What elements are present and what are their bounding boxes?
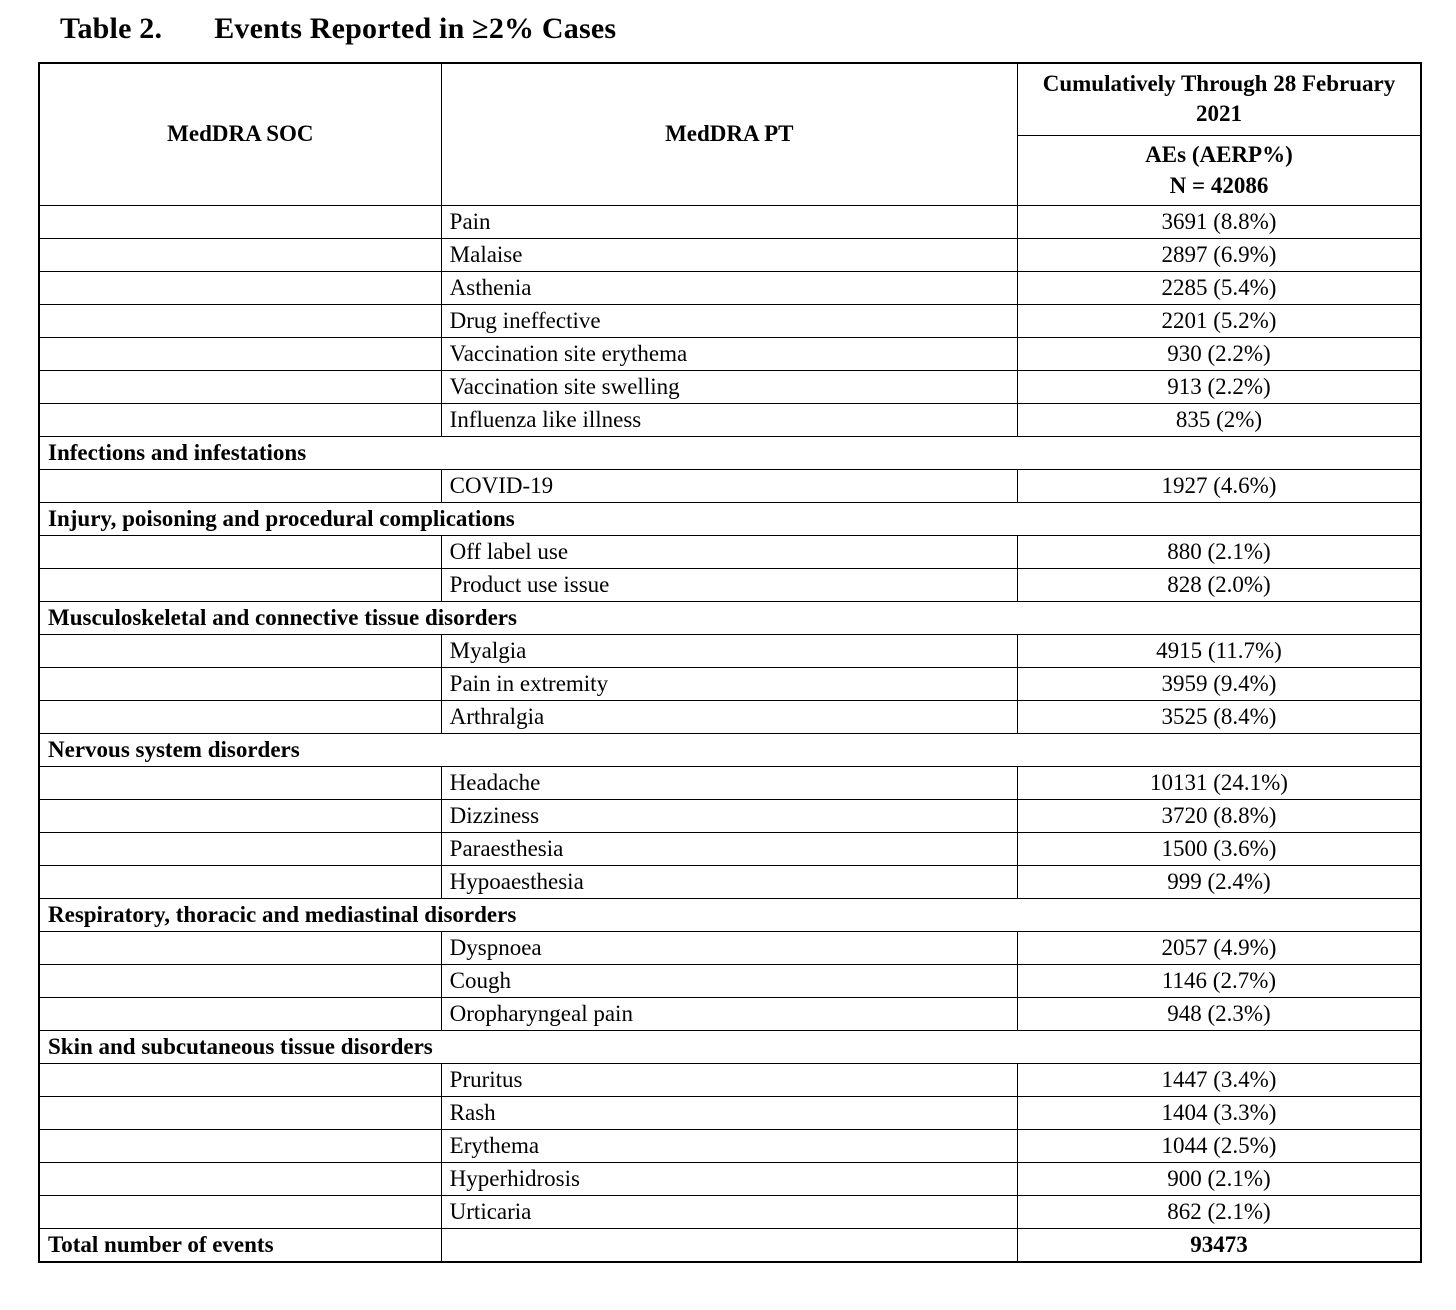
pt-row — [39, 667, 1421, 700]
table-body — [39, 205, 1421, 1228]
soc-empty-cell — [39, 238, 441, 271]
soc-empty-cell — [39, 931, 441, 964]
pt-row — [39, 832, 1421, 865]
soc-empty-cell — [39, 1096, 441, 1129]
pt-row — [39, 403, 1421, 436]
soc-empty-cell — [39, 766, 441, 799]
table-title-number: Table 2. — [60, 12, 163, 45]
pt-label: Pruritus — [441, 1063, 1017, 1096]
table-title — [60, 12, 1422, 46]
total-label: Total number of events — [39, 1228, 441, 1262]
pt-row — [39, 1063, 1421, 1096]
soc-empty-cell — [39, 865, 441, 898]
ae-value: 1927 (4.6%) — [1017, 469, 1421, 502]
soc-empty-cell — [39, 667, 441, 700]
soc-label: Skin and subcutaneous tissue disorders — [39, 1030, 1421, 1063]
pt-label: Rash — [441, 1096, 1017, 1129]
pt-row — [39, 304, 1421, 337]
pt-label: Pain — [441, 205, 1017, 238]
header-period: Cumulatively Through 28 February 2021 — [1017, 63, 1421, 135]
header-row-period — [39, 63, 1421, 135]
pt-label: Paraesthesia — [441, 832, 1017, 865]
soc-label: Infections and infestations — [39, 436, 1421, 469]
pt-label: Arthralgia — [441, 700, 1017, 733]
ae-value: 1146 (2.7%) — [1017, 964, 1421, 997]
soc-label: Nervous system disorders — [39, 733, 1421, 766]
soc-label: Musculoskeletal and connective tissue disorders — [39, 601, 1421, 634]
pt-row — [39, 271, 1421, 304]
pt-label: Oropharyngeal pain — [441, 997, 1017, 1030]
pt-label: Myalgia — [441, 634, 1017, 667]
soc-empty-cell — [39, 1063, 441, 1096]
soc-row — [39, 733, 1421, 766]
soc-empty-cell — [39, 568, 441, 601]
pt-label: Asthenia — [441, 271, 1017, 304]
pt-row — [39, 1162, 1421, 1195]
soc-row — [39, 601, 1421, 634]
pt-row — [39, 238, 1421, 271]
soc-empty-cell — [39, 1162, 441, 1195]
table-footer — [39, 1228, 1421, 1262]
pt-row — [39, 370, 1421, 403]
pt-row — [39, 634, 1421, 667]
ae-value: 3959 (9.4%) — [1017, 667, 1421, 700]
pt-label: Urticaria — [441, 1195, 1017, 1228]
total-row — [39, 1228, 1421, 1262]
ae-value: 4915 (11.7%) — [1017, 634, 1421, 667]
pt-label: COVID-19 — [441, 469, 1017, 502]
soc-empty-cell — [39, 337, 441, 370]
pt-label: Hypoaesthesia — [441, 865, 1017, 898]
pt-label: Hyperhidrosis — [441, 1162, 1017, 1195]
soc-empty-cell — [39, 964, 441, 997]
header-measure-line1: AEs (AERP%) — [1145, 141, 1293, 167]
soc-row — [39, 436, 1421, 469]
pt-row — [39, 931, 1421, 964]
soc-empty-cell — [39, 403, 441, 436]
ae-value: 2057 (4.9%) — [1017, 931, 1421, 964]
ae-value: 948 (2.3%) — [1017, 997, 1421, 1030]
soc-empty-cell — [39, 832, 441, 865]
ae-value: 1404 (3.3%) — [1017, 1096, 1421, 1129]
soc-empty-cell — [39, 1129, 441, 1162]
ae-value: 2201 (5.2%) — [1017, 304, 1421, 337]
pt-row — [39, 766, 1421, 799]
header-pt: MedDRA PT — [441, 63, 1017, 205]
soc-empty-cell — [39, 205, 441, 238]
pt-row — [39, 1096, 1421, 1129]
header-soc: MedDRA SOC — [39, 63, 441, 205]
ae-value: 10131 (24.1%) — [1017, 766, 1421, 799]
pt-row — [39, 535, 1421, 568]
pt-row — [39, 1129, 1421, 1162]
soc-empty-cell — [39, 469, 441, 502]
table-title-text: Events Reported in ≥2% Cases — [214, 12, 617, 45]
ae-value: 1500 (3.6%) — [1017, 832, 1421, 865]
total-value: 93473 — [1017, 1228, 1421, 1262]
ae-value: 3525 (8.4%) — [1017, 700, 1421, 733]
pt-label: Off label use — [441, 535, 1017, 568]
soc-row — [39, 1030, 1421, 1063]
header-measure-line2: N = 42086 — [1169, 173, 1269, 198]
soc-row — [39, 898, 1421, 931]
ae-value: 835 (2%) — [1017, 403, 1421, 436]
pt-label: Cough — [441, 964, 1017, 997]
ae-value: 999 (2.4%) — [1017, 865, 1421, 898]
soc-empty-cell — [39, 997, 441, 1030]
pt-label: Headache — [441, 766, 1017, 799]
soc-empty-cell — [39, 271, 441, 304]
ae-value: 1044 (2.5%) — [1017, 1129, 1421, 1162]
pt-row — [39, 799, 1421, 832]
soc-label: Injury, poisoning and procedural complications — [39, 502, 1421, 535]
pt-label: Dizziness — [441, 799, 1017, 832]
soc-empty-cell — [39, 370, 441, 403]
soc-empty-cell — [39, 799, 441, 832]
ae-value: 2897 (6.9%) — [1017, 238, 1421, 271]
soc-empty-cell — [39, 304, 441, 337]
pt-row — [39, 568, 1421, 601]
pt-row — [39, 337, 1421, 370]
pt-label: Drug ineffective — [441, 304, 1017, 337]
pt-label: Dyspnoea — [441, 931, 1017, 964]
pt-row — [39, 700, 1421, 733]
pt-label: Influenza like illness — [441, 403, 1017, 436]
soc-empty-cell — [39, 700, 441, 733]
ae-value: 3720 (8.8%) — [1017, 799, 1421, 832]
soc-empty-cell — [39, 535, 441, 568]
pt-label: Erythema — [441, 1129, 1017, 1162]
pt-row — [39, 205, 1421, 238]
soc-empty-cell — [39, 634, 441, 667]
table-header — [39, 63, 1421, 205]
ae-value: 930 (2.2%) — [1017, 337, 1421, 370]
pt-row — [39, 997, 1421, 1030]
ae-value: 3691 (8.8%) — [1017, 205, 1421, 238]
ae-value: 828 (2.0%) — [1017, 568, 1421, 601]
ae-value: 2285 (5.4%) — [1017, 271, 1421, 304]
pt-label: Malaise — [441, 238, 1017, 271]
total-empty-cell — [441, 1228, 1017, 1262]
ae-value: 913 (2.2%) — [1017, 370, 1421, 403]
header-measure — [1017, 135, 1421, 205]
pt-label: Pain in extremity — [441, 667, 1017, 700]
soc-label: Respiratory, thoracic and mediastinal disorders — [39, 898, 1421, 931]
ae-value: 880 (2.1%) — [1017, 535, 1421, 568]
ae-value: 862 (2.1%) — [1017, 1195, 1421, 1228]
pt-row — [39, 865, 1421, 898]
pt-label: Product use issue — [441, 568, 1017, 601]
ae-value: 900 (2.1%) — [1017, 1162, 1421, 1195]
adverse-events-table — [38, 62, 1422, 1263]
pt-row — [39, 469, 1421, 502]
pt-row — [39, 964, 1421, 997]
ae-value: 1447 (3.4%) — [1017, 1063, 1421, 1096]
soc-row — [39, 502, 1421, 535]
pt-label: Vaccination site swelling — [441, 370, 1017, 403]
soc-empty-cell — [39, 1195, 441, 1228]
pt-label: Vaccination site erythema — [441, 337, 1017, 370]
pt-row — [39, 1195, 1421, 1228]
